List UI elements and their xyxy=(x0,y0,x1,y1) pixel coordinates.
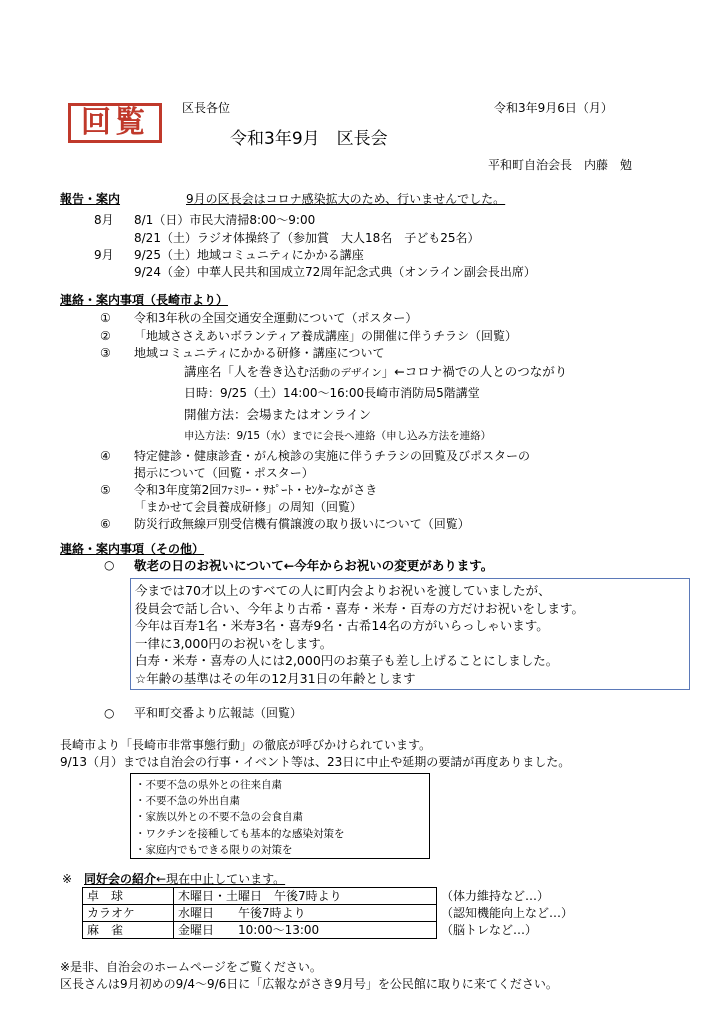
koban-notice: 平和町交番より広報誌（回覧） xyxy=(134,706,303,720)
nagasaki-item-cont: 掲示について（回覧・ポスター） xyxy=(134,466,314,480)
nagasaki-item: 地域コミュニティにかかる研修・講座について xyxy=(134,346,385,360)
list-item: ・家族以外との不要不急の会食自粛 xyxy=(135,811,303,824)
nagasaki-heading: 連絡・案内事項（長崎市より） xyxy=(60,293,229,307)
table-row xyxy=(83,905,606,922)
table-row xyxy=(83,888,606,905)
page-title: 令和3年9月 区長会 xyxy=(230,129,388,149)
report-month-sep: 9月 xyxy=(94,248,114,262)
report-item: 8/1（日）市民大清掃8:00～9:00 xyxy=(134,213,316,227)
list-item: ・ワクチンを接種しても基本的な感染対策を xyxy=(135,827,345,840)
box-line: 今までは70才以上のすべての人に町内会よりお祝いを渡していましたが、 xyxy=(135,583,551,598)
nagasaki-item: 「地域ささえあいボランティア養成講座」の開催に伴うチラシ（回覧） xyxy=(134,329,518,343)
report-heading: 報告・案内 xyxy=(60,192,121,206)
note-mark: ※ xyxy=(62,872,73,886)
box-line: 一律に3,000円のお祝いをします。 xyxy=(135,635,333,651)
respect-day-box xyxy=(130,578,690,690)
report-notice: 9月の区長会はコロナ感染拡大のため、行いませんでした。 xyxy=(186,192,506,206)
list-item: ・家庭内でもできる限りの対策を xyxy=(135,843,293,856)
club-note: （認知機能向上など…） xyxy=(441,905,574,920)
club-name: 卓 球 xyxy=(83,888,174,905)
clubs-heading-note: ←現在中止しています。 xyxy=(156,872,286,886)
item-number: ④ xyxy=(100,449,111,463)
box-line: ☆年齢の基準はその年の12月31日の年齢とします xyxy=(135,670,416,686)
table-row xyxy=(83,922,606,939)
club-schedule: 木曜日・土曜日 午後7時より xyxy=(174,888,437,905)
box-line: 役員会で話し合い、今年より古希・喜寿・米寿・百寿の方だけお祝いをします。 xyxy=(135,600,585,616)
box-line: 白寿・米寿・喜寿の人には2,000円のお菓子も差し上げることにしました。 xyxy=(135,653,559,668)
club-schedule: 金曜日 10:00～13:00 xyxy=(174,922,437,939)
nagasaki-item: 防災行政無線戸別受信機有償譲渡の取り扱いについて（回覧） xyxy=(134,517,470,531)
report-item: 8/21（土）ラジオ体操終了（参加賞 大人18名 子ども25名） xyxy=(134,231,480,245)
nagasaki-item: 特定健診・健康診査・がん検診の実施に伴うチラシの回覧及びポスターの xyxy=(134,449,531,463)
clubs-heading: 同好会の紹介 xyxy=(84,872,157,886)
nagasaki-item: 令和3年秋の全国交通安全運動について（ポスター） xyxy=(134,311,418,325)
item-number: ① xyxy=(100,311,111,325)
clubs-heading-line xyxy=(84,872,285,886)
kairan-stamp: 回覧 xyxy=(68,103,162,143)
sender: 平和町自治会長 内藤 勉 xyxy=(488,158,633,172)
emergency-line: 9/13（月）までは自治会の行事・イベント等は、23日に中止や延期の要請が再度ありました。 xyxy=(60,755,571,769)
club-name: 麻 雀 xyxy=(83,922,174,939)
course-name-prefix: 講座名「人を巻き込む xyxy=(184,364,310,379)
item-number: ⑥ xyxy=(100,517,111,531)
club-note: （脳トレなど…） xyxy=(441,922,538,937)
footer-line: ※是非、自治会のホームページをご覧ください。 xyxy=(60,960,322,974)
course-name xyxy=(184,364,567,380)
club-note: （体力維持など…） xyxy=(441,888,550,903)
course-name-small: 活動のデザイン xyxy=(309,367,382,379)
nagasaki-item-cont: 「まかせて会員養成研修」の周知（回覧） xyxy=(134,500,363,514)
clubs-table xyxy=(82,887,606,939)
bullet-icon: ○ xyxy=(104,558,115,572)
list-item: ・不要不急の外出自粛 xyxy=(135,795,240,808)
other-heading: 連絡・案内事項（その他） xyxy=(60,542,205,556)
list-item: ・不要不急の県外との往来自粛 xyxy=(135,779,282,791)
report-month-aug: 8月 xyxy=(94,213,114,227)
club-name: カラオケ xyxy=(83,905,174,922)
bullet-icon: ○ xyxy=(104,706,115,720)
course-method: 開催方法：会場またはオンライン xyxy=(184,407,372,422)
emergency-line: 長崎市より「長崎市非常事態行動」の徹底が呼びかけられています。 xyxy=(60,738,432,752)
nagasaki-item: 令和3年度第2回ﾌｧﾐﾘｰ・ｻﾎﾟｰﾄ・ｾﾝﾀｰながさき xyxy=(134,483,378,497)
course-datetime: 日時：9/25（土）14:00～16:00長崎市消防局5階講堂 xyxy=(184,386,480,400)
item-number: ⑤ xyxy=(100,483,111,497)
report-item: 9/25（土）地域コミュニティにかかる講座 xyxy=(134,248,364,262)
issue-date: 令和3年9月6日（月） xyxy=(494,101,613,115)
report-item: 9/24（金）中華人民共和国成立72周年記念式典（オンライン副会長出席） xyxy=(134,265,536,279)
club-schedule: 水曜日 午後7時より xyxy=(174,905,437,922)
box-line: 今年は百寿1名・米寿3名・喜寿9名・古希14名の方がいらっしゃいます。 xyxy=(135,618,549,633)
item-number: ② xyxy=(100,329,111,343)
emergency-list xyxy=(130,773,430,859)
item-number: ③ xyxy=(100,346,111,360)
course-apply: 申込方法：9/15（水）までに会長へ連絡（申し込み方法を連絡） xyxy=(184,430,492,442)
addressee: 区長各位 xyxy=(182,101,231,115)
respect-day-title: 敬老の日のお祝いについて←今年からお祝いの変更があります。 xyxy=(134,558,494,573)
footer-line: 区長さんは9月初めの9/4～9/6日に「広報ながさき9月号」を公民館に取りに来てください。 xyxy=(60,977,558,991)
course-name-suffix: 」←コロナ禍での人とのつながり xyxy=(381,364,568,379)
